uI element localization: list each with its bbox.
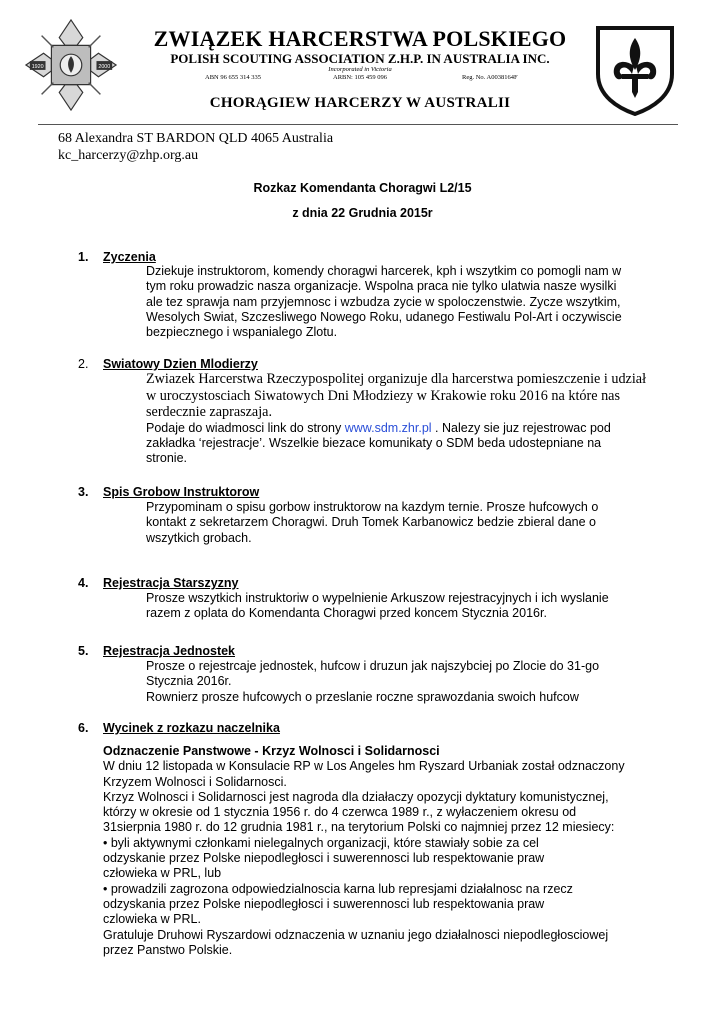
paragraph-line: W dniu 12 listopada w Konsulacie RP w Los Angeles hm Ryszard Urbaniak został odznaczony	[103, 759, 625, 774]
paragraph-line: Prosze wszytkich instruktoriw o wypelnienie Arkuszow rejestracyjnych i ich wyslanie	[146, 591, 609, 605]
section-body	[146, 500, 666, 546]
header-divider	[38, 124, 678, 125]
section-subheading: Odznaczenie Panstwowe - Krzyz Wolnosci i Solidarnosci	[103, 744, 440, 758]
section-number: 2.	[78, 357, 89, 371]
paragraph-line: którzy w okresie od 1 stycznia 1956 r. do 4 czerwca 1989 r., z wyłaczeniem okresu od	[103, 805, 577, 820]
paragraph-line: człowieka w PRL, lub	[103, 866, 222, 881]
link-prefix: Podaje do wiadmosci link do strony	[146, 420, 345, 435]
org-title: ZWIĄZEK HARCERSTWA POLSKIEGO	[153, 26, 567, 51]
link-suffix: . Nalezy sie juz rejestrowac pod	[431, 420, 611, 435]
section-heading: Spis Grobow Instruktorow	[103, 485, 260, 499]
contact-address: 68 Alexandra ST BARDON QLD 4065 Australia	[58, 131, 334, 146]
paragraph-line: Zwiazek Harcerstwa Rzeczypospolitej organizuje dla harcerstwa pomieszczenie i udział	[146, 371, 647, 387]
paragraph-line: zakładka ‘rejestracje’. Wszelkie biezace komunikaty o SDM beda udostepniane na	[146, 436, 602, 451]
section-body	[146, 264, 666, 340]
paragraph-line: wszytkich grobach.	[146, 530, 252, 545]
fleur-de-lis-shield-icon	[594, 22, 676, 116]
paragraph-line: • byli aktywnymi członkami nielegalnych organizacji, które stawiały sobie za cel	[103, 835, 539, 850]
paragraph-line: serdecznie zapraszaja.	[146, 404, 273, 421]
document-title: Rozkaz Komendanta Choragwi L2/15	[253, 181, 472, 195]
paragraph-line: Prosze o rejestrcaje jednostek, hufcow i druzun jak najszybciej po Zlocie do 31-go	[146, 659, 600, 673]
paragraph-line: Stycznia 2016r.	[146, 674, 232, 689]
paragraph-line: Wesolych Swiat, Szczesliwego Nowego Roku, udanego Festiwalu Pol-Art i oczywiscie	[146, 309, 622, 324]
scout-cross-logo	[22, 16, 120, 114]
section-body	[146, 371, 666, 467]
section-heading: Rejestracja Jednostek	[103, 644, 236, 658]
section-number: 1.	[78, 250, 89, 264]
paragraph-line: stronie.	[146, 451, 187, 466]
paragraph-line: Rownierz prosze hufcowych o przeslanie roczne sprawozdania swoich hufcow	[146, 689, 579, 704]
paragraph-line: tym roku prowadzic nasza organizacje. Wspolna praca nie tylko ulatwia nasze wysilki	[146, 279, 617, 294]
paragraph-line: czlowieka w PRL.	[103, 912, 201, 927]
paragraph-line: Dziekuje instruktorom, komendy choragwi harcerek, kph i wszytkim co pomogli nam w	[146, 264, 622, 278]
contact-email[interactable]: kc_harcerzy@zhp.org.au	[58, 148, 199, 163]
paragraph-line: Krzyzem Wolnosci i Solidarnosci.	[103, 774, 287, 789]
section-number: 5.	[78, 644, 89, 658]
section-heading: Swiatowy Dzien Mlodierzy	[103, 357, 258, 371]
section-heading: Wycinek z rozkazu naczelnika	[103, 721, 280, 735]
paragraph-line: Krzyz Wolnosci i Solidarnosci jest nagroda dla działaczy opozycji dyktatury komunistycznej,	[103, 789, 609, 804]
paragraph-line: 31sierpnia 1980 r. do 12 grudnia 1981 r., na terytorium Polski co najmniej przez 12 miesiecy:	[103, 820, 615, 835]
paragraph-line: w uroczystosciach Siwatowych Dni Młodziezy w Krakowie roku 2016 na które nas	[146, 387, 620, 404]
paragraph-line: odzyskania przez Polske niepodległosci i suwerennosci lub respektowania praw	[103, 896, 545, 911]
logo-year-right: 2000	[98, 63, 111, 70]
paragraph-line: • prowadzili zagrozona odpowiedzialnoscia karna lub represjami działalnosc na rzecz	[103, 881, 573, 896]
sdm-link[interactable]: www.sdm.zhr.pl	[344, 420, 432, 435]
section-number: 3.	[78, 485, 89, 499]
section-body	[146, 591, 666, 622]
org-abn: ABN 96 655 314 335	[205, 74, 261, 81]
section-number: 6.	[78, 721, 89, 735]
section-number: 4.	[78, 576, 89, 590]
paragraph-line: Przypominam o spisu gorbow instruktorow na kazdym ternie. Prosze hufcowych o	[146, 500, 599, 514]
paragraph-line: ale tez sprawja nam przyjemnosc i wzbudza zycie w spoloczenstwie. Zycze wszytkim,	[146, 294, 621, 309]
paragraph-line: przez Panstwo Polskie.	[103, 942, 233, 957]
document-date: z dnia 22 Grudnia 2015r	[292, 206, 433, 220]
paragraph-line: razem z oplata do Komendanta Choragwi przed koncem Stycznia 2016r.	[146, 606, 547, 621]
org-reg-number: Reg. No. A0038164F	[462, 74, 518, 81]
org-subtitle: POLISH SCOUTING ASSOCIATION Z.H.P. IN AUSTRALIA INC.	[170, 51, 550, 66]
org-incorporated: Incorporated in Victoria	[328, 66, 392, 73]
section-body	[103, 744, 663, 958]
section-body	[146, 659, 666, 705]
logo-year-left: 1920	[31, 63, 44, 70]
section-heading: Rejestracja Starszyzny	[103, 576, 239, 590]
paragraph-line: bezpiecznego i wspanialego Zlotu.	[146, 325, 338, 340]
paragraph-line: kontakt z sekretarzem Choragwi. Druh Tomek Karbanowicz bedzie zbieral dane o	[146, 515, 596, 530]
section-heading: Zyczenia	[103, 250, 156, 264]
branch-name: CHORĄGIEW HARCERZY W AUSTRALII	[209, 95, 511, 111]
paragraph-line	[146, 421, 666, 436]
paragraph-line: Gratuluje Druhowi Ryszardowi odznaczenia w uznaniu jego działalnosci niepodległosciowej	[103, 927, 609, 942]
org-arbn: ARBN: 105 459 096	[333, 74, 387, 81]
paragraph-line: odzyskanie przez Polske niepodległosci i suwerennosci lub respektowanie praw	[103, 851, 545, 866]
